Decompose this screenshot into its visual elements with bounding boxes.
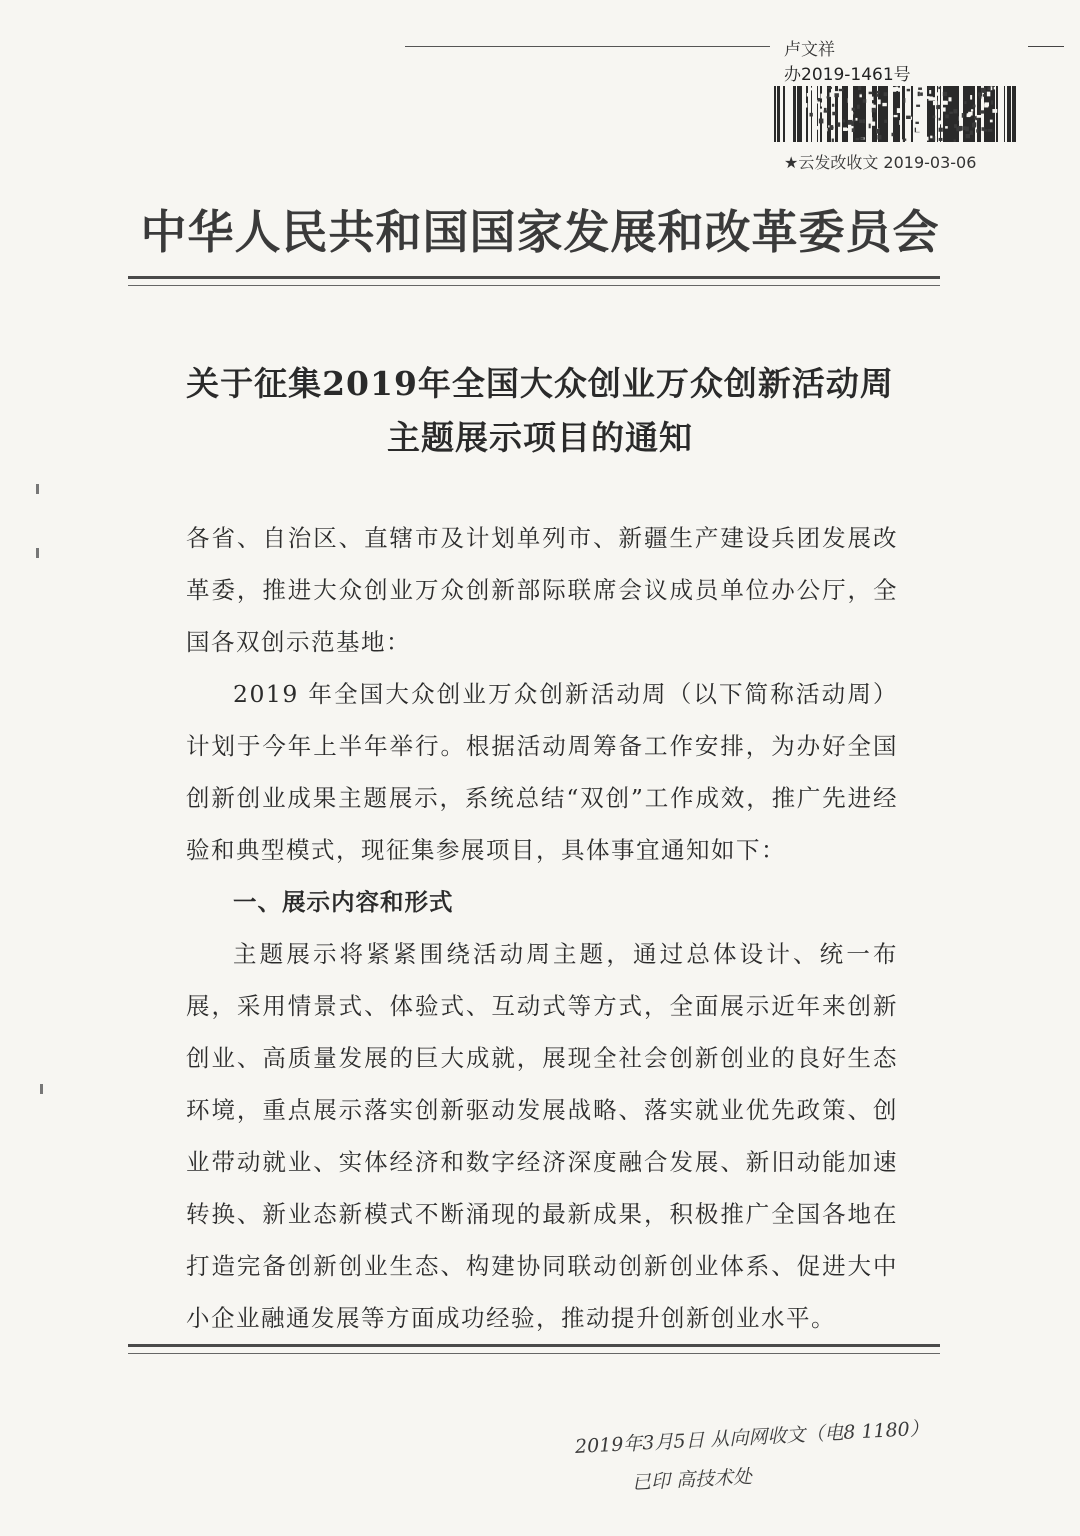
barcode-image	[774, 86, 1024, 142]
stamp-document-number: 办2019-1461号	[784, 65, 911, 85]
letterhead-rule	[128, 276, 940, 286]
scan-mark	[40, 1084, 43, 1094]
notice-title-line2: 主题展示项目的通知	[387, 418, 693, 457]
document-body	[186, 512, 898, 1344]
footer-rule	[128, 1344, 940, 1354]
scan-mark	[36, 548, 39, 558]
handwritten-note-line2: 已印 高技术处	[631, 1465, 753, 1494]
section-heading: 一、展示内容和形式	[233, 888, 454, 916]
handwritten-note-line1: 2019年3月5日 从向网收文（电8 1180）	[574, 1417, 930, 1458]
scan-mark	[36, 484, 39, 494]
stamp-recipient-name: 卢文祥	[784, 40, 835, 60]
salutation: 各省、自治区、直辖市及计划单列市、新疆生产建设兵团发展改革委，推进大众创业万众创新部际联席会议成员单位办公厅，全国各双创示范基地：	[186, 524, 898, 656]
body-paragraph: 主题展示将紧紧围绕活动周主题，通过总体设计、统一布展，采用情景式、体验式、互动式等方式，全面展示近年来创新创业、高质量发展的巨大成就，展现全社会创新创业的良好生态环境，重点展示落实创新驱动发展战略、落实就业优先政策、创业带动就业、实体经济和数字经济深度融合发展、新旧动能加速转换、新业态新模式不断涌现的最新成果，积极推广全国各地在打造完备创新创业生态、构建协同联动创新创业体系、促进大中小企业融通发展等方面成功经验，推动提升创新创业水平。	[186, 940, 898, 1332]
header-rule	[405, 46, 770, 47]
notice-title-line1: 关于征集2019年全国大众创业万众创新活动周	[186, 364, 894, 403]
stamp-receipt-date: ★云发改收文 2019-03-06	[784, 153, 977, 172]
edge-mark	[1028, 46, 1064, 47]
body-paragraph: 2019 年全国大众创业万众创新活动周（以下简称活动周）计划于今年上半年举行。根据活动周筹备工作安排，为办好全国创新创业成果主题展示，系统总结“双创”工作成效，推广先进经验和典型模式，现征集参展项目，具体事宜通知如下：	[186, 680, 898, 864]
letterhead-org-name: 中华人民共和国国家发展和改革委员会	[140, 205, 940, 259]
